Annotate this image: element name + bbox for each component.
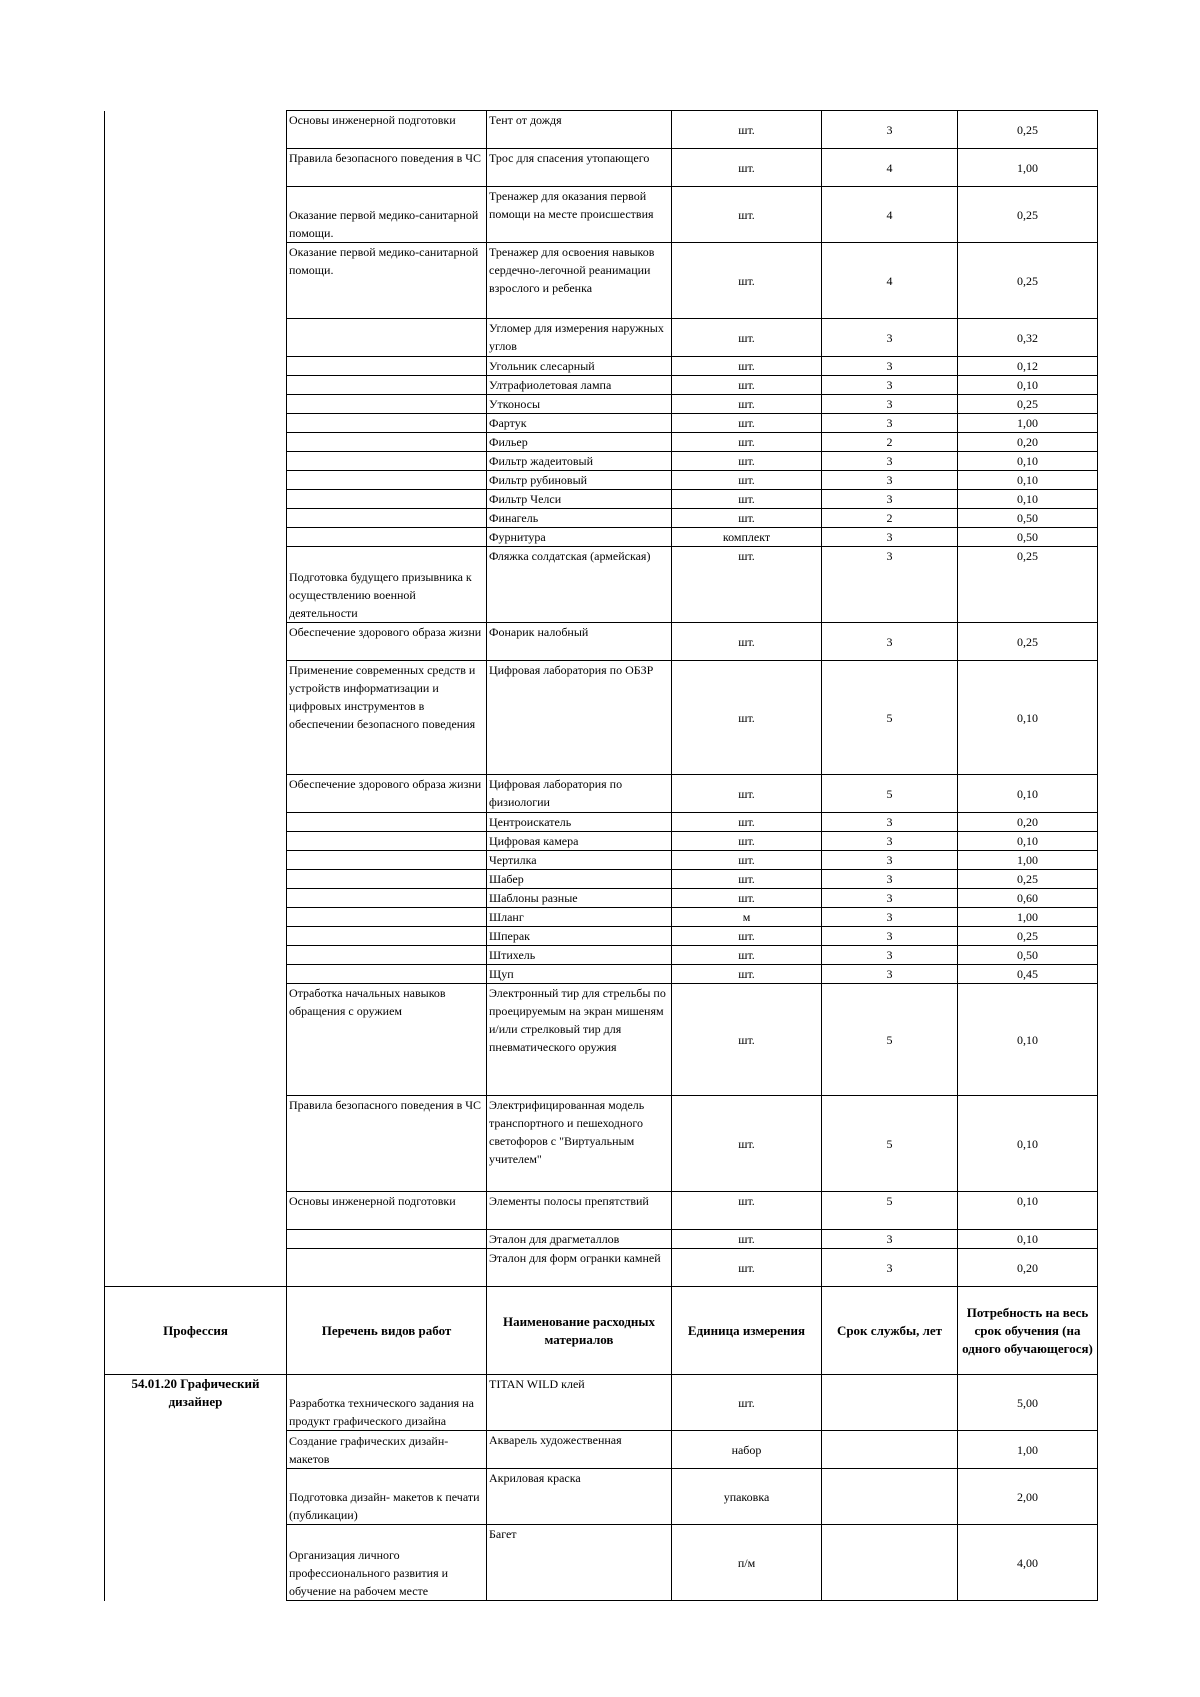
- material-name-cell: Фляжка солдатская (армейская): [487, 547, 672, 623]
- table-row: [105, 490, 1098, 509]
- service-life-cell: 2: [822, 509, 958, 528]
- material-name-cell: Утконосы: [487, 395, 672, 414]
- work-type-cell: Применение современных средств и устройств информатизации и цифровых инструментов в обеспечении безопасного поведения: [287, 661, 487, 775]
- profession-cell: [105, 149, 287, 187]
- table-row: [105, 870, 1098, 889]
- unit-cell: упаковка: [672, 1469, 822, 1525]
- profession-cell: [105, 357, 287, 376]
- profession-cell: [105, 547, 287, 623]
- unit-cell: м: [672, 908, 822, 927]
- unit-cell: шт.: [672, 661, 822, 775]
- profession-cell: [105, 813, 287, 832]
- work-type-cell: [287, 433, 487, 452]
- need-cell: 0,25: [958, 187, 1098, 243]
- unit-cell: шт.: [672, 243, 822, 319]
- consumables-table: [104, 110, 1098, 1601]
- work-type-cell: [287, 528, 487, 547]
- unit-cell: комплект: [672, 528, 822, 547]
- profession-cell: [105, 908, 287, 927]
- need-cell: 0,50: [958, 509, 1098, 528]
- need-cell: 0,25: [958, 395, 1098, 414]
- table-row: [105, 187, 1098, 243]
- table-row: [105, 623, 1098, 661]
- table-row: [105, 1249, 1098, 1287]
- table-row: [105, 433, 1098, 452]
- material-name-cell: Элементы полосы препятствий: [487, 1192, 672, 1230]
- work-type-cell: Обеспечение здорового образа жизни: [287, 623, 487, 661]
- table-row: [105, 243, 1098, 319]
- service-life-cell: 3: [822, 357, 958, 376]
- work-type-cell: Правила безопасного поведения в ЧС: [287, 149, 487, 187]
- need-cell: 4,00: [958, 1525, 1098, 1601]
- material-name-cell: Тренажер для оказания первой помощи на месте происшествия: [487, 187, 672, 243]
- material-name-cell: Фильтр Челси: [487, 490, 672, 509]
- table-row: [105, 414, 1098, 433]
- service-life-cell: 2: [822, 433, 958, 452]
- need-cell: 0,10: [958, 832, 1098, 851]
- service-life-cell: 3: [822, 1249, 958, 1287]
- profession-cell: [105, 319, 287, 357]
- unit-cell: шт.: [672, 1096, 822, 1192]
- need-cell: 0,10: [958, 1096, 1098, 1192]
- unit-cell: шт.: [672, 623, 822, 661]
- profession-cell: [105, 1230, 287, 1249]
- table-row: [105, 1192, 1098, 1230]
- material-name-cell: Щуп: [487, 965, 672, 984]
- work-type-cell: Разработка технического задания на продукт графического дизайна: [287, 1375, 487, 1431]
- unit-cell: шт.: [672, 376, 822, 395]
- material-name-cell: TITAN WILD клей: [487, 1375, 672, 1431]
- work-type-cell: [287, 889, 487, 908]
- work-type-cell: Подготовка дизайн- макетов к печати (публикации): [287, 1469, 487, 1525]
- need-cell: 0,25: [958, 111, 1098, 149]
- table-row: [105, 661, 1098, 775]
- profession-cell: [105, 1249, 287, 1287]
- profession-cell: [105, 661, 287, 775]
- unit-cell: шт.: [672, 832, 822, 851]
- service-life-cell: 3: [822, 870, 958, 889]
- unit-cell: шт.: [672, 452, 822, 471]
- work-type-cell: Отработка начальных навыков обращения с оружием: [287, 984, 487, 1096]
- service-life-cell: 3: [822, 319, 958, 357]
- header-works: Перечень видов работ: [287, 1287, 487, 1375]
- material-name-cell: Шабер: [487, 870, 672, 889]
- table-row: [105, 946, 1098, 965]
- need-cell: 0,10: [958, 775, 1098, 813]
- table-row: [105, 376, 1098, 395]
- material-name-cell: Шперак: [487, 927, 672, 946]
- unit-cell: шт.: [672, 395, 822, 414]
- profession-cell: [105, 414, 287, 433]
- material-name-cell: Эталон для драгметаллов: [487, 1230, 672, 1249]
- work-type-cell: [287, 490, 487, 509]
- service-life-cell: 5: [822, 1192, 958, 1230]
- unit-cell: шт.: [672, 1375, 822, 1431]
- table-row: [105, 471, 1098, 490]
- table-row: [105, 775, 1098, 813]
- profession-cell: [105, 187, 287, 243]
- unit-cell: п/м: [672, 1525, 822, 1601]
- table-row: [105, 832, 1098, 851]
- table-row: [105, 1096, 1098, 1192]
- header-materials: Наименование расходных материалов: [487, 1287, 672, 1375]
- profession-name-cell: 54.01.20 Графический дизайнер: [105, 1375, 287, 1601]
- unit-cell: шт.: [672, 1192, 822, 1230]
- material-name-cell: Угломер для измерения наружных углов: [487, 319, 672, 357]
- material-name-cell: Чертилка: [487, 851, 672, 870]
- need-cell: 0,10: [958, 661, 1098, 775]
- service-life-cell: 5: [822, 661, 958, 775]
- need-cell: 0,10: [958, 471, 1098, 490]
- material-name-cell: Финагель: [487, 509, 672, 528]
- need-cell: 0,32: [958, 319, 1098, 357]
- unit-cell: шт.: [672, 547, 822, 623]
- work-type-cell: Подготовка будущего призывника к осуществлению военной деятельности: [287, 547, 487, 623]
- header-need: Потребность на весь срок обучения (на одного обучающегося): [958, 1287, 1098, 1375]
- work-type-cell: [287, 965, 487, 984]
- unit-cell: шт.: [672, 414, 822, 433]
- unit-cell: шт.: [672, 813, 822, 832]
- profession-cell: [105, 965, 287, 984]
- material-name-cell: Шланг: [487, 908, 672, 927]
- material-name-cell: Фартук: [487, 414, 672, 433]
- table-row: [105, 452, 1098, 471]
- table-row: [105, 851, 1098, 870]
- table-row: [105, 357, 1098, 376]
- material-name-cell: Цифровая лаборатория по ОБЗР: [487, 661, 672, 775]
- table-row: [105, 889, 1098, 908]
- service-life-cell: 3: [822, 851, 958, 870]
- service-life-cell: 4: [822, 149, 958, 187]
- unit-cell: шт.: [672, 471, 822, 490]
- service-life-cell: 3: [822, 111, 958, 149]
- unit-cell: шт.: [672, 490, 822, 509]
- need-cell: 1,00: [958, 908, 1098, 927]
- service-life-cell: 3: [822, 832, 958, 851]
- service-life-cell: [822, 1431, 958, 1469]
- material-name-cell: Фильтр рубиновый: [487, 471, 672, 490]
- work-type-cell: [287, 1249, 487, 1287]
- need-cell: 0,10: [958, 1230, 1098, 1249]
- document-page: [104, 110, 1098, 1601]
- unit-cell: шт.: [672, 927, 822, 946]
- profession-cell: [105, 889, 287, 908]
- unit-cell: шт.: [672, 1249, 822, 1287]
- unit-cell: шт.: [672, 775, 822, 813]
- material-name-cell: Электронный тир для стрельбы по проецируемым на экран мишеням и/или стрелковый тир для пневматического оружия: [487, 984, 672, 1096]
- work-type-cell: [287, 927, 487, 946]
- service-life-cell: 3: [822, 965, 958, 984]
- unit-cell: шт.: [672, 889, 822, 908]
- material-name-cell: Цифровая лаборатория по физиологии: [487, 775, 672, 813]
- need-cell: 0,25: [958, 547, 1098, 623]
- need-cell: 0,50: [958, 946, 1098, 965]
- need-cell: 0,20: [958, 433, 1098, 452]
- service-life-cell: 3: [822, 547, 958, 623]
- work-type-cell: [287, 509, 487, 528]
- need-cell: 1,00: [958, 149, 1098, 187]
- material-name-cell: Ултрафиолетовая лампа: [487, 376, 672, 395]
- work-type-cell: [287, 357, 487, 376]
- service-life-cell: 3: [822, 395, 958, 414]
- material-name-cell: Эталон для форм огранки камней: [487, 1249, 672, 1287]
- table-row: [105, 927, 1098, 946]
- need-cell: 1,00: [958, 1431, 1098, 1469]
- work-type-cell: Создание графических дизайн-макетов: [287, 1431, 487, 1469]
- profession-cell: [105, 946, 287, 965]
- need-cell: 0,60: [958, 889, 1098, 908]
- profession-cell: [105, 927, 287, 946]
- work-type-cell: [287, 1230, 487, 1249]
- service-life-cell: 5: [822, 984, 958, 1096]
- material-name-cell: Акриловая краска: [487, 1469, 672, 1525]
- work-type-cell: Основы инженерной подготовки: [287, 111, 487, 149]
- table-row: [105, 908, 1098, 927]
- profession-cell: [105, 243, 287, 319]
- material-name-cell: Тент от дождя: [487, 111, 672, 149]
- table-row: [105, 319, 1098, 357]
- profession-cell: [105, 395, 287, 414]
- header-life: Срок службы, лет: [822, 1287, 958, 1375]
- work-type-cell: [287, 813, 487, 832]
- work-type-cell: [287, 395, 487, 414]
- unit-cell: шт.: [672, 433, 822, 452]
- service-life-cell: 3: [822, 376, 958, 395]
- work-type-cell: [287, 870, 487, 889]
- unit-cell: шт.: [672, 149, 822, 187]
- need-cell: 0,25: [958, 623, 1098, 661]
- unit-cell: шт.: [672, 111, 822, 149]
- material-name-cell: Цифровая камера: [487, 832, 672, 851]
- work-type-cell: [287, 452, 487, 471]
- profession-cell: [105, 623, 287, 661]
- profession-cell: [105, 433, 287, 452]
- work-type-cell: Обеспечение здорового образа жизни: [287, 775, 487, 813]
- need-cell: 0,12: [958, 357, 1098, 376]
- material-name-cell: Штихель: [487, 946, 672, 965]
- profession-cell: [105, 452, 287, 471]
- work-type-cell: Оказание первой медико-санитарной помощи.: [287, 187, 487, 243]
- need-cell: 0,25: [958, 870, 1098, 889]
- unit-cell: шт.: [672, 946, 822, 965]
- unit-cell: шт.: [672, 851, 822, 870]
- material-name-cell: Фильтр жадеитовый: [487, 452, 672, 471]
- work-type-cell: [287, 851, 487, 870]
- profession-cell: [105, 870, 287, 889]
- table-row: [105, 528, 1098, 547]
- need-cell: 0,45: [958, 965, 1098, 984]
- need-cell: 1,00: [958, 851, 1098, 870]
- need-cell: 0,10: [958, 376, 1098, 395]
- table-row: [105, 395, 1098, 414]
- work-type-cell: Оказание первой медико-санитарной помощи.: [287, 243, 487, 319]
- service-life-cell: 4: [822, 243, 958, 319]
- material-name-cell: Тренажер для освоения навыков сердечно-легочной реанимации взрослого и ребенка: [487, 243, 672, 319]
- need-cell: 0,25: [958, 927, 1098, 946]
- work-type-cell: [287, 414, 487, 433]
- service-life-cell: 4: [822, 187, 958, 243]
- table-body-section: [105, 1375, 1098, 1601]
- table-header-row: [105, 1287, 1098, 1375]
- profession-cell: [105, 984, 287, 1096]
- material-name-cell: Угольник слесарный: [487, 357, 672, 376]
- unit-cell: шт.: [672, 1230, 822, 1249]
- unit-cell: шт.: [672, 357, 822, 376]
- need-cell: 0,50: [958, 528, 1098, 547]
- material-name-cell: Акварель художественная: [487, 1431, 672, 1469]
- service-life-cell: 3: [822, 623, 958, 661]
- need-cell: 0,10: [958, 1192, 1098, 1230]
- table-row: [105, 1230, 1098, 1249]
- header-unit: Единица измерения: [672, 1287, 822, 1375]
- profession-cell: [105, 471, 287, 490]
- table-row: [105, 149, 1098, 187]
- profession-cell: [105, 528, 287, 547]
- table-body-continued: [105, 111, 1098, 1287]
- need-cell: 0,20: [958, 1249, 1098, 1287]
- service-life-cell: 3: [822, 1230, 958, 1249]
- material-name-cell: Центроискатель: [487, 813, 672, 832]
- work-type-cell: [287, 471, 487, 490]
- need-cell: 0,25: [958, 243, 1098, 319]
- need-cell: 0,20: [958, 813, 1098, 832]
- service-life-cell: [822, 1525, 958, 1601]
- profession-cell: [105, 509, 287, 528]
- service-life-cell: [822, 1469, 958, 1525]
- unit-cell: шт.: [672, 965, 822, 984]
- table-row: [105, 813, 1098, 832]
- need-cell: 0,10: [958, 490, 1098, 509]
- service-life-cell: 3: [822, 946, 958, 965]
- work-type-cell: [287, 908, 487, 927]
- service-life-cell: 3: [822, 927, 958, 946]
- work-type-cell: [287, 832, 487, 851]
- material-name-cell: Электрифицированная модель транспортного и пешеходного светофоров с "Виртуальным учителем": [487, 1096, 672, 1192]
- profession-cell: [105, 376, 287, 395]
- profession-cell: [105, 111, 287, 149]
- service-life-cell: 3: [822, 889, 958, 908]
- service-life-cell: 5: [822, 1096, 958, 1192]
- profession-cell: [105, 775, 287, 813]
- service-life-cell: 3: [822, 414, 958, 433]
- table-row: [105, 509, 1098, 528]
- unit-cell: шт.: [672, 984, 822, 1096]
- work-type-cell: Основы инженерной подготовки: [287, 1192, 487, 1230]
- service-life-cell: [822, 1375, 958, 1431]
- table-row: [105, 547, 1098, 623]
- header-profession: Профессия: [105, 1287, 287, 1375]
- service-life-cell: 3: [822, 908, 958, 927]
- unit-cell: шт.: [672, 319, 822, 357]
- need-cell: 0,10: [958, 984, 1098, 1096]
- material-name-cell: Фурнитура: [487, 528, 672, 547]
- unit-cell: шт.: [672, 187, 822, 243]
- need-cell: 1,00: [958, 414, 1098, 433]
- table-row: [105, 984, 1098, 1096]
- unit-cell: шт.: [672, 870, 822, 889]
- material-name-cell: Шаблоны разные: [487, 889, 672, 908]
- table-header-row-group: [105, 1287, 1098, 1375]
- work-type-cell: [287, 946, 487, 965]
- table-row: [105, 965, 1098, 984]
- service-life-cell: 3: [822, 471, 958, 490]
- service-life-cell: 3: [822, 813, 958, 832]
- service-life-cell: 3: [822, 490, 958, 509]
- need-cell: 2,00: [958, 1469, 1098, 1525]
- material-name-cell: Багет: [487, 1525, 672, 1601]
- profession-cell: [105, 1192, 287, 1230]
- table-row: [105, 111, 1098, 149]
- material-name-cell: Фонарик налобный: [487, 623, 672, 661]
- service-life-cell: 5: [822, 775, 958, 813]
- work-type-cell: [287, 319, 487, 357]
- material-name-cell: Фильер: [487, 433, 672, 452]
- profession-cell: [105, 490, 287, 509]
- service-life-cell: 3: [822, 452, 958, 471]
- work-type-cell: Организация личного профессионального развития и обучение на рабочем месте: [287, 1525, 487, 1601]
- service-life-cell: 3: [822, 528, 958, 547]
- unit-cell: шт.: [672, 509, 822, 528]
- need-cell: 0,10: [958, 452, 1098, 471]
- work-type-cell: Правила безопасного поведения в ЧС: [287, 1096, 487, 1192]
- unit-cell: набор: [672, 1431, 822, 1469]
- work-type-cell: [287, 376, 487, 395]
- profession-cell: [105, 851, 287, 870]
- need-cell: 5,00: [958, 1375, 1098, 1431]
- material-name-cell: Трос для спасения утопающего: [487, 149, 672, 187]
- table-row: [105, 1375, 1098, 1431]
- profession-cell: [105, 1096, 287, 1192]
- profession-cell: [105, 832, 287, 851]
